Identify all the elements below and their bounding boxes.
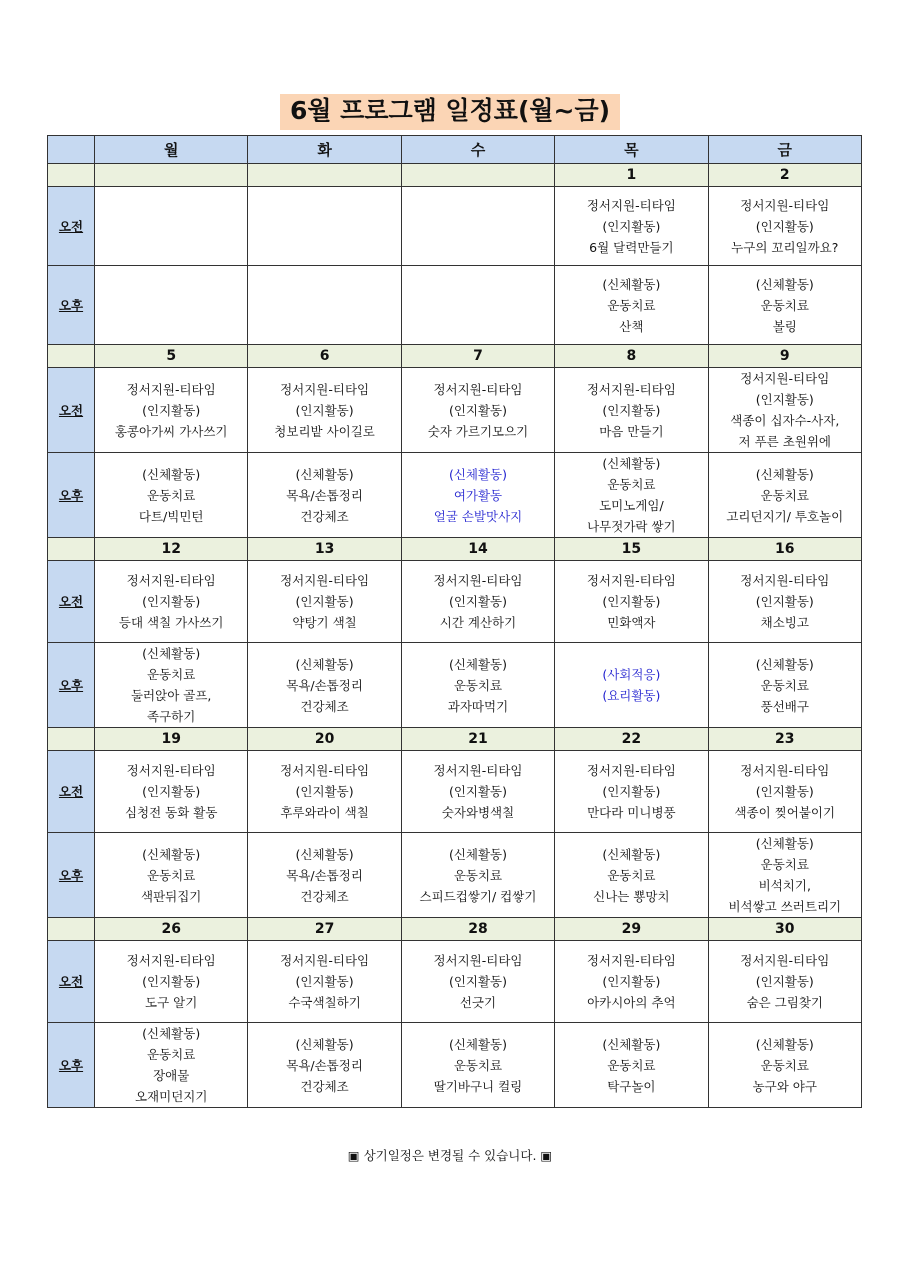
am-row bbox=[48, 561, 862, 643]
activity-line: 도구 알기 bbox=[145, 995, 198, 1010]
schedule-body bbox=[48, 136, 862, 1108]
am-row bbox=[48, 368, 862, 453]
activity-line: 정서지원-티타임 bbox=[280, 381, 370, 397]
am-row bbox=[48, 751, 862, 833]
activity-cell bbox=[95, 1023, 248, 1108]
activity-line: (인지활동) bbox=[142, 594, 201, 609]
activity-cell bbox=[708, 561, 861, 643]
activity-line: (인지활동) bbox=[755, 392, 814, 407]
date-cell: 9 bbox=[708, 345, 861, 368]
weekday-mon: 월 bbox=[95, 136, 248, 164]
date-row-spacer bbox=[48, 918, 95, 941]
activity-cell bbox=[248, 368, 401, 453]
date-cell: 7 bbox=[401, 345, 554, 368]
activity-cell bbox=[555, 833, 708, 918]
activity-line: 정서지원-티타임 bbox=[126, 953, 216, 968]
activity-cell bbox=[708, 751, 861, 833]
activity-line: (인지활동) bbox=[448, 974, 507, 989]
activity-cell bbox=[708, 643, 861, 728]
date-cell bbox=[248, 164, 401, 187]
date-cell: 6 bbox=[248, 345, 401, 368]
period-label-pm: 오후 bbox=[48, 266, 95, 345]
date-cell: 19 bbox=[95, 728, 248, 751]
date-cell: 28 bbox=[401, 918, 554, 941]
date-row bbox=[48, 345, 862, 368]
activity-cell bbox=[95, 561, 248, 643]
period-label-am: 오전 bbox=[48, 561, 95, 643]
activity-cell bbox=[708, 187, 861, 266]
activity-line: (인지활동) bbox=[755, 784, 814, 799]
activity-line: 다트/빅민턴 bbox=[138, 508, 204, 524]
activity-cell bbox=[95, 187, 248, 266]
activity-line: 과자따먹기 bbox=[447, 698, 509, 714]
activity-line: 운동치료 bbox=[453, 677, 503, 693]
activity-line: (인지활동) bbox=[142, 784, 201, 799]
activity-cell bbox=[555, 941, 708, 1023]
activity-cell bbox=[401, 751, 554, 833]
activity-line: 도미노게임/ bbox=[599, 498, 664, 513]
activity-line: 시간 계산하기 bbox=[439, 615, 517, 630]
activity-line: 정서지원-티타임 bbox=[126, 763, 216, 778]
activity-line: 신나는 뿅망치 bbox=[593, 888, 670, 904]
period-label-pm: 오후 bbox=[48, 1023, 95, 1108]
activity-line: (인지활동) bbox=[448, 594, 507, 609]
activity-line: (인지활동) bbox=[602, 784, 661, 799]
date-cell: 23 bbox=[708, 728, 861, 751]
period-label-pm: 오후 bbox=[48, 453, 95, 538]
activity-line: 운동치료 bbox=[147, 1047, 196, 1062]
activity-cell bbox=[555, 751, 708, 833]
period-label-am: 오전 bbox=[48, 187, 95, 266]
activity-cell bbox=[555, 368, 708, 453]
activity-cell bbox=[248, 643, 401, 728]
activity-cell bbox=[248, 941, 401, 1023]
date-cell: 12 bbox=[95, 538, 248, 561]
page-title: 6월 프로그램 일정표(월~금) bbox=[280, 94, 620, 130]
activity-cell bbox=[401, 1023, 554, 1108]
pm-row bbox=[48, 833, 862, 918]
date-row-spacer bbox=[48, 345, 95, 368]
activity-line: 볼링 bbox=[772, 318, 797, 334]
activity-line: 운동치료 bbox=[607, 297, 656, 313]
date-row bbox=[48, 728, 862, 751]
activity-line: 운동치료 bbox=[147, 487, 196, 503]
activity-cell bbox=[708, 266, 861, 345]
activity-line: 족구하기 bbox=[147, 709, 196, 724]
activity-line: 정서지원-티타임 bbox=[586, 197, 676, 213]
activity-line: (신체활동) bbox=[602, 846, 661, 862]
activity-line: (인지활동) bbox=[295, 402, 354, 418]
activity-cell bbox=[95, 941, 248, 1023]
activity-line: 6월 달력만들기 bbox=[589, 239, 674, 255]
activity-cell bbox=[95, 368, 248, 453]
activity-cell bbox=[555, 643, 708, 728]
activity-line: 운동치료 bbox=[453, 867, 503, 883]
date-cell: 13 bbox=[248, 538, 401, 561]
activity-line: (신체활동) bbox=[755, 1036, 814, 1052]
activity-line: 풍선배구 bbox=[760, 698, 809, 714]
activity-line: 운동치료 bbox=[760, 857, 809, 872]
activity-line: 정서지원-티타임 bbox=[740, 371, 830, 386]
activity-cell bbox=[95, 643, 248, 728]
activity-line: (신체활동) bbox=[142, 466, 201, 482]
activity-line: 정서지원-티타임 bbox=[126, 381, 216, 397]
date-cell: 30 bbox=[708, 918, 861, 941]
header-corner bbox=[48, 136, 95, 164]
activity-line: (인지활동) bbox=[755, 974, 814, 989]
activity-line: 만다라 미니병풍 bbox=[587, 805, 676, 820]
date-cell: 1 bbox=[555, 164, 708, 187]
date-row bbox=[48, 164, 862, 187]
date-row-spacer bbox=[48, 164, 95, 187]
activity-line: 청보리밭 사이길로 bbox=[274, 423, 375, 439]
activity-line: 건강체조 bbox=[300, 698, 349, 714]
activity-line: (인지활동) bbox=[142, 974, 201, 989]
activity-cell bbox=[95, 453, 248, 538]
date-row bbox=[48, 538, 862, 561]
activity-cell bbox=[401, 453, 554, 538]
activity-line: 민화액자 bbox=[607, 615, 656, 630]
activity-line: (인지활동) bbox=[755, 218, 814, 234]
activity-line: (신체활동) bbox=[448, 656, 507, 672]
activity-cell bbox=[708, 941, 861, 1023]
activity-line: 채소빙고 bbox=[760, 615, 809, 630]
activity-line: (인지활동) bbox=[448, 402, 507, 418]
activity-cell bbox=[248, 561, 401, 643]
activity-line: 고리던지기/ 투호놀이 bbox=[726, 508, 844, 524]
date-cell: 16 bbox=[708, 538, 861, 561]
pm-row bbox=[48, 643, 862, 728]
weekday-thu: 목 bbox=[555, 136, 708, 164]
activity-line: 운동치료 bbox=[760, 677, 809, 693]
activity-line: (신체활동) bbox=[142, 1026, 201, 1041]
activity-cell bbox=[401, 643, 554, 728]
activity-line: (신체활동) bbox=[755, 836, 814, 851]
date-cell bbox=[401, 164, 554, 187]
activity-cell bbox=[248, 833, 401, 918]
activity-line: 정서지원-티타임 bbox=[740, 953, 830, 968]
activity-line: 운동치료 bbox=[760, 1057, 809, 1073]
period-label-am: 오전 bbox=[48, 941, 95, 1023]
activity-line: (인지활동) bbox=[602, 974, 661, 989]
activity-line: 운동치료 bbox=[760, 487, 809, 503]
activity-line: 농구와 야구 bbox=[752, 1078, 817, 1094]
activity-line: (신체활동) bbox=[755, 656, 814, 672]
period-label-pm: 오후 bbox=[48, 643, 95, 728]
date-row-spacer bbox=[48, 728, 95, 751]
activity-line: 건강체조 bbox=[300, 1078, 349, 1094]
activity-line: 홍콩아가씨 가사쓰기 bbox=[114, 423, 228, 439]
activity-line: 정서지원-티타임 bbox=[740, 197, 830, 213]
activity-line: 정서지원-티타임 bbox=[433, 763, 523, 778]
activity-line: (신체활동) bbox=[602, 276, 661, 292]
activity-line: (인지활동) bbox=[755, 594, 814, 609]
activity-cell bbox=[248, 187, 401, 266]
activity-line: 목욕/손톱정리 bbox=[286, 677, 363, 693]
activity-line: (신체활동) bbox=[602, 456, 661, 471]
activity-line: (신체활동) bbox=[602, 1036, 661, 1052]
activity-line: (인지활동) bbox=[602, 594, 661, 609]
activity-line: (신체활동) bbox=[295, 466, 354, 482]
activity-line: 운동치료 bbox=[453, 1057, 503, 1073]
activity-line: 심청전 동화 활동 bbox=[124, 805, 218, 820]
activity-line: (요리활동) bbox=[602, 688, 661, 703]
activity-cell bbox=[95, 266, 248, 345]
activity-line: 색종이 십자수-사자, bbox=[730, 413, 840, 428]
am-row bbox=[48, 187, 862, 266]
weekday-header-row bbox=[48, 136, 862, 164]
date-cell: 15 bbox=[555, 538, 708, 561]
activity-cell bbox=[555, 187, 708, 266]
date-cell: 20 bbox=[248, 728, 401, 751]
activity-line: 스피드컵쌓기/ 컵쌓기 bbox=[419, 888, 537, 904]
activity-cell bbox=[248, 453, 401, 538]
activity-line: 숫자 가르기모으기 bbox=[427, 423, 529, 439]
activity-line: 정서지원-티타임 bbox=[433, 381, 523, 397]
activity-cell bbox=[708, 368, 861, 453]
activity-line: 후루와라이 색칠 bbox=[280, 805, 369, 820]
date-cell: 8 bbox=[555, 345, 708, 368]
activity-line: (신체활동) bbox=[755, 276, 814, 292]
activity-line: 정서지원-티타임 bbox=[586, 573, 676, 588]
activity-line: 정서지원-티타임 bbox=[126, 573, 216, 588]
activity-line: 딸기바구니 컬링 bbox=[433, 1078, 523, 1094]
activity-line: 비석치기, bbox=[758, 878, 811, 893]
pm-row bbox=[48, 266, 862, 345]
activity-cell bbox=[95, 833, 248, 918]
activity-line: 색판뒤집기 bbox=[141, 888, 202, 904]
activity-cell bbox=[248, 751, 401, 833]
activity-line: (인지활동) bbox=[295, 594, 354, 609]
footer-note: ▣ 상기일정은 변경될 수 있습니다. ▣ bbox=[347, 1148, 553, 1163]
title-wrap bbox=[0, 94, 900, 130]
activity-cell bbox=[401, 266, 554, 345]
activity-line: 정서지원-티타임 bbox=[433, 953, 523, 968]
activity-line: 목욕/손톱정리 bbox=[286, 1057, 363, 1073]
date-cell: 14 bbox=[401, 538, 554, 561]
date-row-spacer bbox=[48, 538, 95, 561]
activity-line: 산책 bbox=[619, 318, 644, 334]
activity-line: 아카시아의 추억 bbox=[587, 995, 676, 1010]
activity-line: 약탕기 색칠 bbox=[292, 615, 357, 630]
activity-line: 오재미던지기 bbox=[134, 1089, 208, 1104]
weekday-wed: 수 bbox=[401, 136, 554, 164]
activity-cell bbox=[401, 368, 554, 453]
activity-line: (인지활동) bbox=[602, 402, 661, 418]
date-cell bbox=[95, 164, 248, 187]
activity-line: (신체활동) bbox=[755, 466, 814, 482]
activity-line: (인지활동) bbox=[295, 784, 354, 799]
activity-line: 정서지원-티타임 bbox=[586, 953, 676, 968]
activity-line: 나무젓가락 쌓기 bbox=[587, 519, 676, 534]
period-label-am: 오전 bbox=[48, 368, 95, 453]
activity-cell bbox=[555, 1023, 708, 1108]
activity-line: (신체활동) bbox=[295, 656, 354, 672]
activity-cell bbox=[248, 1023, 401, 1108]
activity-line: 장애물 bbox=[153, 1068, 190, 1083]
activity-line: 목욕/손톱정리 bbox=[286, 487, 363, 503]
activity-line: 운동치료 bbox=[147, 667, 196, 682]
pm-row bbox=[48, 1023, 862, 1108]
activity-cell bbox=[248, 266, 401, 345]
activity-line: 색종이 찢어붙이기 bbox=[734, 805, 836, 820]
activity-cell bbox=[555, 266, 708, 345]
date-row bbox=[48, 918, 862, 941]
activity-line: (인지활동) bbox=[142, 402, 201, 418]
date-cell: 26 bbox=[95, 918, 248, 941]
weekday-tue: 화 bbox=[248, 136, 401, 164]
activity-line: 탁구놀이 bbox=[607, 1078, 656, 1094]
date-cell: 22 bbox=[555, 728, 708, 751]
activity-cell bbox=[555, 453, 708, 538]
activity-line: 정서지원-티타임 bbox=[280, 763, 370, 778]
activity-cell bbox=[401, 561, 554, 643]
activity-line: 누구의 꼬리일까요? bbox=[731, 239, 839, 255]
activity-cell bbox=[708, 1023, 861, 1108]
activity-line: 둘러앉아 골프, bbox=[130, 688, 212, 703]
activity-line: (사회적응) bbox=[602, 667, 661, 682]
date-cell: 5 bbox=[95, 345, 248, 368]
pm-row bbox=[48, 453, 862, 538]
activity-line: 정서지원-티타임 bbox=[586, 763, 676, 778]
activity-line: 정서지원-티타임 bbox=[280, 573, 370, 588]
am-row bbox=[48, 941, 862, 1023]
activity-line: (신체활동) bbox=[448, 1036, 507, 1052]
activity-line: 등대 색칠 가사쓰기 bbox=[118, 615, 224, 630]
date-cell: 21 bbox=[401, 728, 554, 751]
activity-cell bbox=[708, 833, 861, 918]
activity-line: (신체활동) bbox=[142, 846, 201, 862]
activity-cell bbox=[555, 561, 708, 643]
activity-line: (신체활동) bbox=[295, 1036, 354, 1052]
activity-cell bbox=[95, 751, 248, 833]
weekday-fri: 금 bbox=[708, 136, 861, 164]
activity-line: 목욕/손톱정리 bbox=[286, 867, 363, 883]
activity-line: 운동치료 bbox=[607, 1057, 656, 1073]
activity-line: 정서지원-티타임 bbox=[586, 381, 676, 397]
activity-line: 운동치료 bbox=[607, 477, 656, 492]
activity-line: (인지활동) bbox=[295, 974, 354, 989]
activity-line: 운동치료 bbox=[607, 867, 656, 883]
date-cell: 2 bbox=[708, 164, 861, 187]
activity-line: 숫자와병색칠 bbox=[441, 805, 515, 820]
activity-line: 운동치료 bbox=[147, 867, 196, 883]
activity-cell bbox=[401, 941, 554, 1023]
activity-line: 선긋기 bbox=[459, 995, 497, 1010]
activity-line: (인지활동) bbox=[602, 218, 661, 234]
activity-line: 정서지원-티타임 bbox=[433, 573, 523, 588]
period-label-pm: 오후 bbox=[48, 833, 95, 918]
activity-line: (인지활동) bbox=[448, 784, 507, 799]
activity-line: 정서지원-티타임 bbox=[740, 763, 830, 778]
date-cell: 29 bbox=[555, 918, 708, 941]
activity-line: 운동치료 bbox=[760, 297, 809, 313]
activity-line: (신체활동) bbox=[142, 646, 201, 661]
activity-line: 정서지원-티타임 bbox=[280, 953, 370, 968]
activity-line: (신체활동) bbox=[448, 466, 507, 482]
activity-line: 수국색칠하기 bbox=[288, 995, 361, 1010]
activity-line: 정서지원-티타임 bbox=[740, 573, 830, 588]
activity-line: 비석쌓고 쓰러트리기 bbox=[728, 899, 842, 914]
activity-line: 마음 만들기 bbox=[599, 423, 664, 439]
activity-line: (신체활동) bbox=[448, 846, 507, 862]
activity-line: 건강체조 bbox=[300, 888, 349, 904]
activity-line: 건강체조 bbox=[300, 508, 349, 524]
activity-line: 숨은 그림찾기 bbox=[746, 995, 823, 1010]
activity-cell bbox=[401, 187, 554, 266]
activity-cell bbox=[708, 453, 861, 538]
period-label-am: 오전 bbox=[48, 751, 95, 833]
activity-line: 저 푸른 초원위에 bbox=[738, 434, 832, 449]
date-cell: 27 bbox=[248, 918, 401, 941]
activity-cell bbox=[401, 833, 554, 918]
schedule-table bbox=[47, 135, 862, 1108]
activity-line: 얼굴 손발맛사지 bbox=[433, 508, 523, 524]
activity-line: 여가활동 bbox=[453, 487, 503, 503]
activity-line: (신체활동) bbox=[295, 846, 354, 862]
